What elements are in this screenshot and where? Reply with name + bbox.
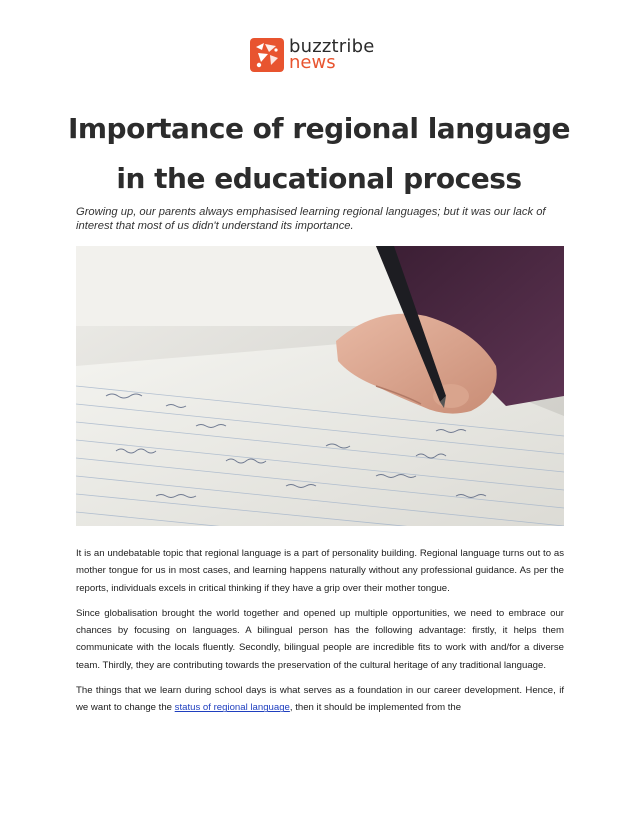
paragraph — [76, 682, 564, 717]
hero-image — [76, 246, 564, 526]
paragraph: Since globalisation brought the world together and opened up multiple opportunities, we need to embrace our chances by focusing on languages. A bilingual person has the following advantage: firstly, it helps them communicate with the locals fluently. Secondly, bilingual people are incredible fits to work with and/for a diverse team. Thirdly, they are contributing towards the preservation of the cultural heritage of any traditional language. — [76, 607, 564, 671]
buzztribe-logo-icon — [250, 38, 284, 72]
brand-logo[interactable] — [250, 38, 375, 72]
paragraph: It is an undebatable topic that regional language is a part of personality building. Regional language turns out to as mother tongue for us in most cases, and learning happens naturally without any professional guidance. As per the reports, individuals excels in critical thinking if they have a grip over their mother tongue. — [76, 548, 564, 594]
regional-language-status-link[interactable]: status of regional language — [174, 702, 290, 714]
brand-name-line2: news — [289, 52, 336, 73]
article-body — [76, 545, 564, 725]
paragraph-text: , then it should be implemented from the — [289, 702, 462, 714]
article-title: Importance of regional language in the educational process — [67, 112, 571, 195]
paragraph-text: The things that we learn during school days is what serves as a foundation in our career development. Hence, if we want to change the — [76, 685, 564, 714]
brand-name-line1: buzztribe — [289, 36, 375, 57]
article-subtitle: Growing up, our parents always emphasised learning regional languages; but it was our lack of interest that most of us didn't understand its importance. — [76, 206, 546, 232]
